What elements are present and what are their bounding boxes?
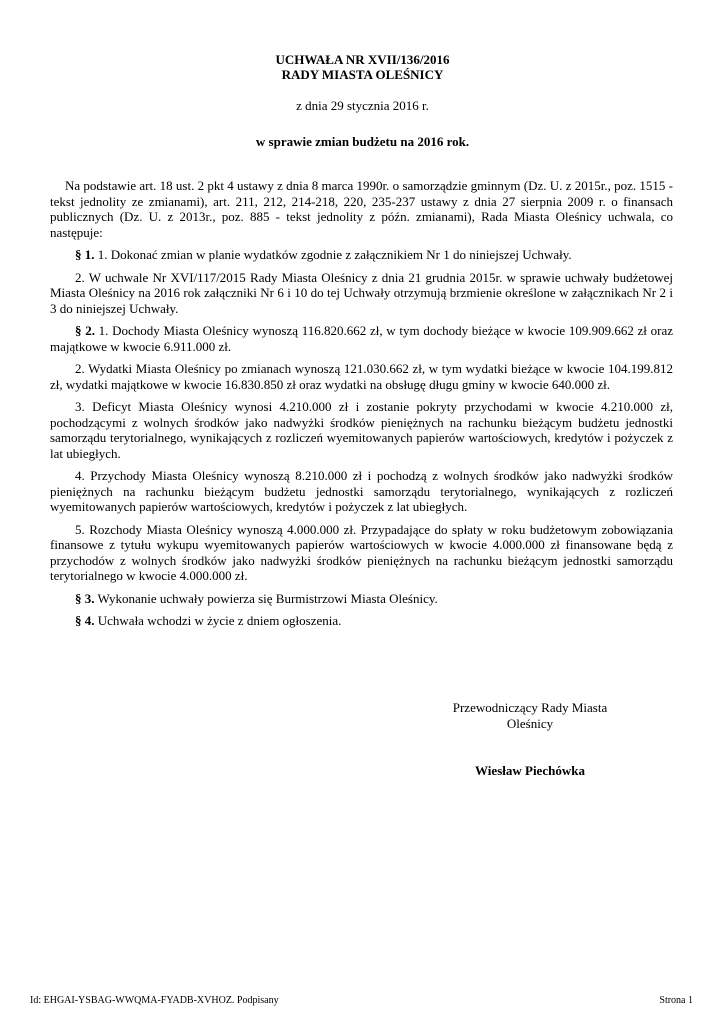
- document-id: Id: EHGAI-YSBAG-WWQMA-FYADB-XVHOZ. Podpisany: [30, 995, 279, 1006]
- resolution-number: UCHWAŁA NR XVII/136/2016: [275, 52, 450, 67]
- section-4-mark: § 4.: [75, 613, 95, 628]
- section-3-mark: § 3.: [75, 590, 95, 606]
- resolution-date: z dnia 29 stycznia 2016 r.: [296, 98, 429, 113]
- signatory-role: [430, 700, 630, 732]
- resolution-subject: w sprawie zmian budżetu na 2016 rok.: [255, 134, 470, 149]
- signatory-role-line-2: Oleśnicy: [506, 716, 554, 731]
- council-name: RADY MIASTA OLEŚNICY: [281, 67, 444, 82]
- section-2-paragraph-4: 4. Przychody Miasta Oleśnicy wynoszą 8.210.000 zł i pochodzą z wolnych środków jako nadwyżki środków pieniężnych na rachunku bieżącym budżetu jednostki samorządu terytorialnego, wynikających z rozliczeń wyemitowanych papierów wartościowych, kredytów i pożyczek z lat ubiegłych.: [50, 468, 673, 514]
- preamble: Na podstawie art. 18 ust. 2 pkt 4 ustawy z dnia 8 marca 1990r. o samorządzie gminnym (Dz. U. z 2015r., poz. 1515 - tekst jednolity ze zmianami), art. 211, 212, 214-218, 220, 235-237 ustawy z dnia 27 sierpnia 2009 r. o finansach publicznych (Dz. U. z 2013r., poz. 885 - tekst jednolity z późn. zmianami), Rada Miasta Oleśnicy uchwala, co następuje:: [50, 178, 673, 240]
- section-4-text: Uchwała wchodzi w życie z dniem ogłoszenia.: [94, 613, 342, 628]
- section-1-paragraph-1: [50, 247, 673, 263]
- signatory-role-line-1: Przewodniczący Rady Miasta: [452, 700, 608, 715]
- signatory-name: Wiesław Piechówka: [475, 763, 585, 778]
- section-2-paragraph-2: 2. Wydatki Miasta Oleśnicy po zmianach wynoszą 121.030.662 zł, w tym wydatki bieżące w kwocie 104.199.812 zł, wydatki majątkowe w kwocie 16.830.850 zł oraz wydatki na obsługę długu gminy w kwocie 640.000 zł.: [50, 361, 673, 392]
- section-3-text: Wykonanie uchwały powierza się Burmistrzowi Miasta Oleśnicy.: [94, 590, 438, 606]
- section-2-paragraph-1: [50, 323, 673, 354]
- section-1-p1-text: 1. Dokonać zmian w planie wydatków zgodnie z załącznikiem Nr 1 do niniejszej Uchwały.: [94, 247, 572, 262]
- section-2-p1-text: 1. Dochody Miasta Oleśnicy wynoszą 116.820.662 zł, w tym dochody bieżące w kwocie 109.909.662 zł oraz majątkowe w kwocie 6.911.000 zł.: [50, 323, 673, 354]
- page-number: Strona 1: [659, 995, 693, 1006]
- resolution-body: [50, 178, 673, 636]
- section-1-paragraph-2: 2. W uchwale Nr XVI/117/2015 Rady Miasta Oleśnicy z dnia 21 grudnia 2015r. w sprawie uchwały budżetowej Miasta Oleśnicy na 2016 rok załączniki Nr 6 i 10 do tej Uchwały otrzymują brzmienie określone w załącznikach Nr 2 i 3 do niniejszej Uchwały.: [50, 269, 673, 316]
- section-2-paragraph-5: 5. Rozchody Miasta Oleśnicy wynoszą 4.000.000 zł. Przypadające do spłaty w roku budżetowym zobowiązania finansowe z tytułu wykupu wyemitowanych papierów wartościowych w kwocie 4.000.000 zł finansowane będą z przychodów z wolnych środków jako nadwyżki środków pieniężnych na rachunku bieżącym jednostki samorządu terytorialnego w kwocie 4.000.000 zł.: [50, 521, 673, 583]
- section-2-paragraph-3: 3. Deficyt Miasta Oleśnicy wynosi 4.210.000 zł i zostanie pokryty przychodami w kwocie 4.210.000 zł, pochodzącymi z wolnych środków jako nadwyżki środków pieniężnych na rachunku bieżącym budżetu jednostki samorządu terytorialnego, wynikających z rozliczeń wyemitowanych papierów wartościowych, kredytów i pożyczek z lat ubiegłych.: [50, 399, 673, 461]
- section-4: [50, 613, 673, 629]
- section-2-mark: § 2.: [75, 323, 95, 338]
- section-3: [50, 591, 673, 607]
- section-1-mark: § 1.: [75, 247, 95, 262]
